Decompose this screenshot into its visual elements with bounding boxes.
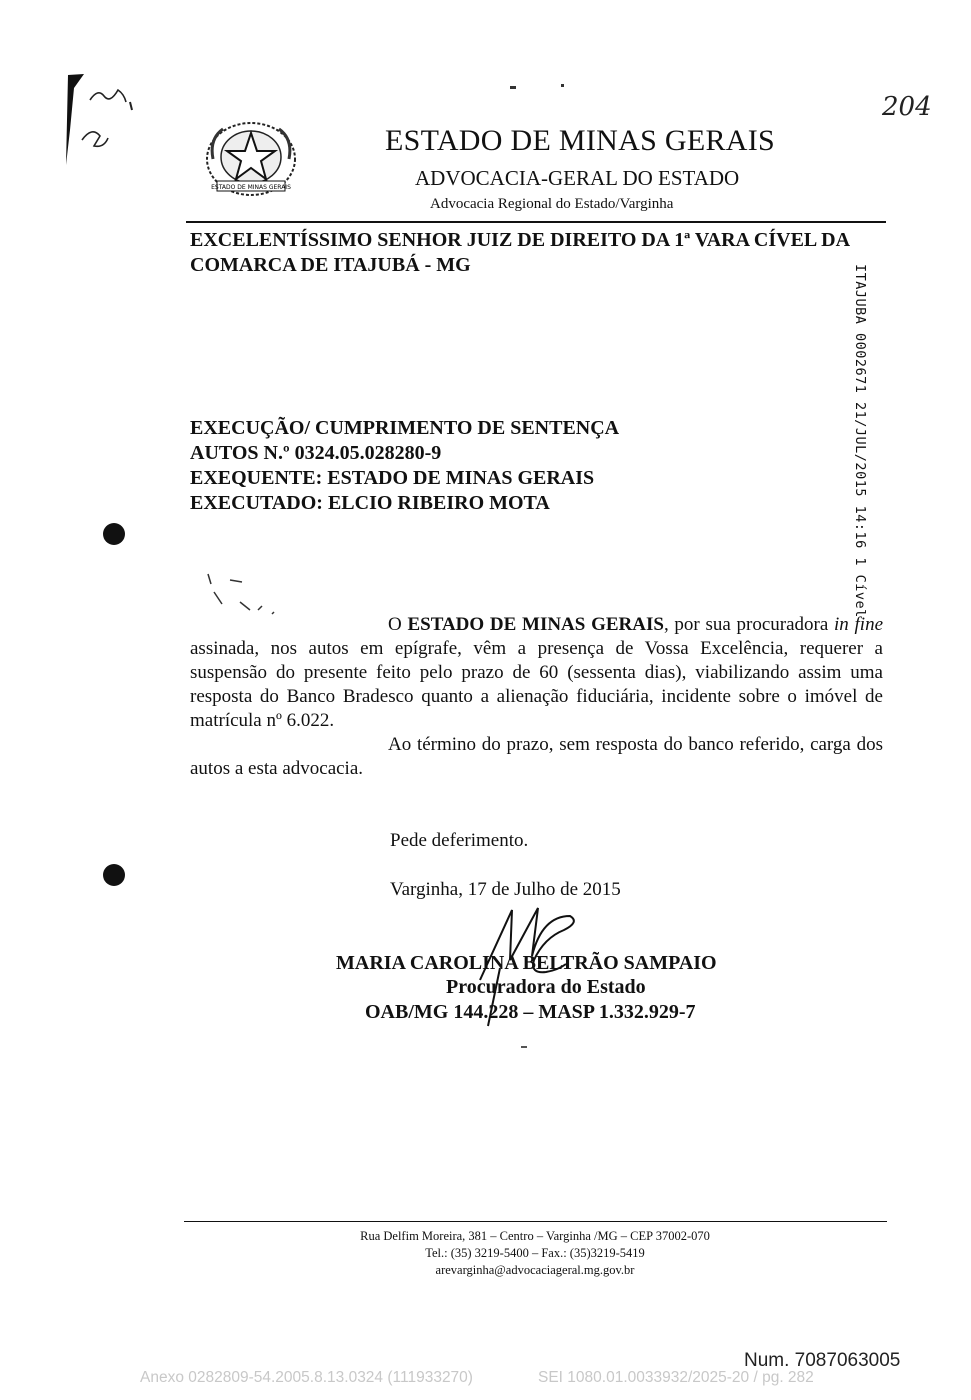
addressee-line-1: EXCELENTÍSSIMO SENHOR JUIZ DE DIREITO DA 1ª VARA CÍVEL DA (190, 229, 851, 251)
svg-text:ESTADO DE MINAS GERAIS: ESTADO DE MINAS GERAIS (211, 184, 291, 191)
paragraph-1 (190, 613, 883, 733)
regional-office: Advocacia Regional do Estado/Varginha (430, 196, 674, 212)
header-divider (186, 221, 886, 223)
sei-watermark: SEI 1080.01.0033932/2025-20 / pg. 282 (538, 1369, 814, 1386)
footer-email: arevarginha@advocaciageral.mg.gov.br (435, 1263, 635, 1277)
p1-bold: ESTADO DE MINAS GERAIS (407, 614, 664, 635)
case-plaintiff: EXEQUENTE: ESTADO DE MINAS GERAIS (190, 467, 595, 489)
case-defendant: EXECUTADO: ELCIO RIBEIRO MOTA (190, 492, 550, 514)
state-seal-icon (203, 119, 299, 201)
p1-italic: in fine (834, 614, 884, 635)
signatory-ids: OAB/MG 144.228 – MASP 1.332.929-7 (365, 1001, 696, 1023)
case-number: AUTOS N.º 0324.05.028280-9 (190, 442, 442, 464)
footer-divider (184, 1221, 887, 1222)
request-line: Pede deferimento. (390, 830, 529, 851)
punch-hole (103, 864, 125, 886)
case-type: EXECUÇÃO/ CUMPRIMENTO DE SENTENÇA (190, 417, 620, 439)
p1-lead: O (388, 614, 408, 635)
stray-mark (521, 1046, 527, 1048)
signatory-role: Procuradora do Estado (446, 976, 646, 998)
petition-body (190, 613, 883, 781)
footer-address: Rua Delfim Moreira, 381 – Centro – Varginha /MG – CEP 37002-070 (360, 1229, 710, 1243)
signatory-name: MARIA CAROLINA BELTRÃO SAMPAIO (336, 952, 717, 974)
annex-watermark: Anexo 0282809-54.2005.8.13.0324 (111933270) (140, 1369, 473, 1386)
addressee (190, 228, 890, 278)
footer-phone: Tel.: (35) 3219-5400 – Fax.: (35)3219-5419 (425, 1246, 645, 1260)
paragraph-2: Ao término do prazo, sem resposta do banco referido, carga dos autos a esta advocacia. (190, 734, 883, 779)
protocol-stamp: ITAJUBA 0002671 21/JUL/2015 14:16 1 Cível (852, 264, 868, 618)
stray-mark (561, 84, 564, 87)
document-number: Num. 7087063005 (744, 1350, 901, 1371)
stray-mark (510, 86, 516, 89)
addressee-line-2: COMARCA DE ITAJUBÁ - MG (190, 254, 471, 276)
p1-rest: assinada, nos autos em epígrafe, vêm a presença de Vossa Excelência, requerer a suspensão do presente feito pelo prazo de 60 (sessenta dias), viabilizando assim uma resposta do Banco Bradesco quanto a alienação fiduciária, incidente sobre o imóvel de matrícula nº 6.022. (190, 638, 883, 731)
p1-mid: , por sua procuradora (663, 614, 835, 635)
handwritten-page-number: 204 (882, 92, 932, 122)
footer-contact (230, 1228, 840, 1279)
handwritten-signature (460, 900, 600, 1030)
place-date: Varginha, 17 de Julho de 2015 (390, 879, 621, 900)
punch-hole (103, 523, 125, 545)
state-title: ESTADO DE MINAS GERAIS (385, 124, 776, 157)
margin-handwriting (60, 70, 150, 180)
agency-name: ADVOCACIA-GERAL DO ESTADO (415, 166, 740, 190)
case-details (190, 416, 619, 516)
